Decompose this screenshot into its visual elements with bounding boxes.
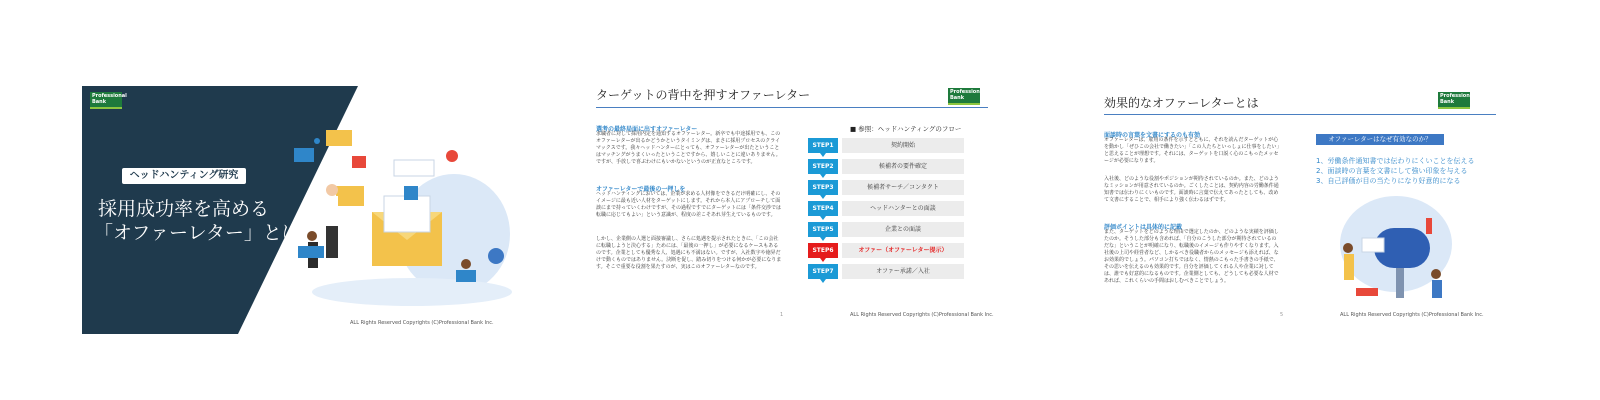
why-item: 1、労働条件通知書では伝わりにくいことを伝える bbox=[1316, 157, 1475, 165]
flow-step bbox=[808, 264, 964, 279]
brand-logo: Professional Bank bbox=[950, 89, 985, 101]
slide-title: 効果的なオファーレターとは bbox=[1104, 96, 1259, 110]
flow-step bbox=[808, 180, 964, 195]
section-body: 求職者に対して採用内定を通知するオファーレター。新卒でも中途採用でも、このオファーレターが出るかどうかというタイミングは、まさに採用プロセスのクライマックスです。我々ヘッドハンターにとっても、オファーレターが出たということはマッチングがうまくいったということですから、嬉しいことに違いありません。ですが、手放しで喜ぶわけにもいかないというのが正直なところです。 bbox=[596, 131, 781, 165]
section-body: ヘッドハンティングにおいては、企業が求める人材像をできるだけ明確にし、そのイメージに最も近い人材をターゲットにします。それから本人にアプローチして面談にまで持っていくわけですが、その過程ですでにターゲットには「条件交渉では転職に応じてもよい」という意識が、程度の差こそあれ芽生えているものです。 bbox=[596, 191, 781, 218]
cover-title-line1: 採用成功率を高める bbox=[98, 198, 270, 220]
step-tag: STEP6 bbox=[808, 243, 838, 258]
flow-title: ■ 参照：ヘッドハンティングのフロー bbox=[850, 125, 962, 133]
step-label: ヘッドハンターとの面談 bbox=[842, 201, 964, 216]
why-effective-label: オファーレターはなぜ有効なのか？ bbox=[1316, 134, 1444, 145]
step-tag: STEP7 bbox=[808, 264, 838, 279]
page-number: 5 bbox=[1280, 312, 1284, 318]
page-number: 1 bbox=[780, 312, 784, 318]
step-label: 候補者サーチ／コンタクト bbox=[842, 180, 964, 195]
flow-step bbox=[808, 201, 964, 216]
step-label: オファー（オファーレター提示） bbox=[842, 243, 964, 258]
section-body: オファーレターは、雇用の条件を示すとともに、それを読んだターゲットが心を動かし「ぜひこの会社で働きたい」「この人たちといっしょに仕事をしたい」と思えることが理想です。それには、ターゲットを口説く心のこもったメッセージが必要になります。 bbox=[1104, 137, 1280, 164]
flow-step bbox=[808, 159, 964, 174]
why-item: 3、自己評価が目の当たりになり好意的になる bbox=[1316, 177, 1461, 185]
step-tag: STEP4 bbox=[808, 201, 838, 216]
title-rule bbox=[596, 107, 988, 108]
slide-cover[interactable] bbox=[82, 86, 522, 334]
mailbox-illustration bbox=[1326, 194, 1466, 306]
step-tag: STEP3 bbox=[808, 180, 838, 195]
section-body: 入社後、どのような役割やポジションが期待されているのか。また、どのようなミッションが用意されているのか。ごくしたことは、契約内容の労働条件通知書では伝わりにくいものです。面談時に言葉で伝えてあったとしても、改めて文書にすることで、相手により強く伝わるはずです。 bbox=[1104, 176, 1279, 203]
slide-target-push[interactable] bbox=[596, 86, 1010, 331]
section-body: また、ターゲットをどのような理由で選定したのか、どのような実績を評価したのか。そうした部分も含めれば、「自分のこうした部分が期待されているのだな」ということが明確になり、転職後のイメージも作りやすくなります。入社後の上司や経営者など、しかるべき役職者からのメッセージも添えれば、なお効果的でしょう。パソコン打ちではなく、情熱のこもった手書きの手紙で、その思いを伝えるのも効果的です。自分を評価してくれる人や企業に対しては、誰でも好意的になるものです。企業側としても、どうしても必要な人材であれば、これくらいの手間はおしむべきことでしょう。 bbox=[1104, 229, 1279, 284]
step-tag: STEP5 bbox=[808, 222, 838, 237]
title-rule bbox=[1104, 114, 1496, 115]
section-heading: 評価ポイントは具体的に記載 bbox=[1104, 224, 1183, 231]
section-body: しかし、企業側の人選と面接審議し、さらに処遇を提示されたときに、「この会社に転職しようと決心する」ためには、「最後の一押し」が必要になるケースもあるのです。企業としても優秀な人、処遇にも不満はない。ですが、入社数字や徳昇だけで動くものではありません。決断を促し、踏み切りをつける何かが必要になります。そこで重要な役割を果たすのが、実はこのオファーレターなのです。 bbox=[596, 236, 782, 270]
step-label: 企業との面談 bbox=[842, 222, 964, 237]
copyright-footer: ALL Rights Reserved Copyrights (C)Professional Bank Inc. bbox=[350, 320, 494, 326]
why-item: 2、面談時の言葉を文書にして強い印象を与える bbox=[1316, 167, 1468, 175]
brand-logo: Professional Bank bbox=[92, 93, 127, 105]
brand-logo: Professional Bank bbox=[1440, 93, 1475, 105]
section-heading: オファーレターで最後の一押しを bbox=[596, 186, 686, 193]
slide-effective-offer[interactable] bbox=[1104, 86, 1518, 331]
section-heading: 選考の最終局面に出すオファーレター bbox=[596, 126, 698, 133]
section-heading: 面談時の言葉を文書にするのも有効 bbox=[1104, 132, 1201, 139]
step-label: 候補者の要件確定 bbox=[842, 159, 964, 174]
cover-title-line2: 「オファーレター」とは？ bbox=[94, 222, 320, 244]
category-tag: ヘッドハンティング研究 bbox=[122, 168, 246, 184]
copyright-footer: ALL Rights Reserved Copyrights (C)Professional Bank Inc. bbox=[1340, 312, 1484, 318]
flow-step bbox=[808, 138, 964, 153]
copyright-footer: ALL Rights Reserved Copyrights (C)Professional Bank Inc. bbox=[850, 312, 994, 318]
step-label: オファー承諾／入社 bbox=[842, 264, 964, 279]
step-tag: STEP2 bbox=[808, 159, 838, 174]
flow-step-highlighted bbox=[808, 243, 964, 258]
flow-step bbox=[808, 222, 964, 237]
step-tag: STEP1 bbox=[808, 138, 838, 153]
slide-title: ターゲットの背中を押すオファーレター bbox=[596, 88, 811, 102]
step-label: 契約開始 bbox=[842, 138, 964, 153]
